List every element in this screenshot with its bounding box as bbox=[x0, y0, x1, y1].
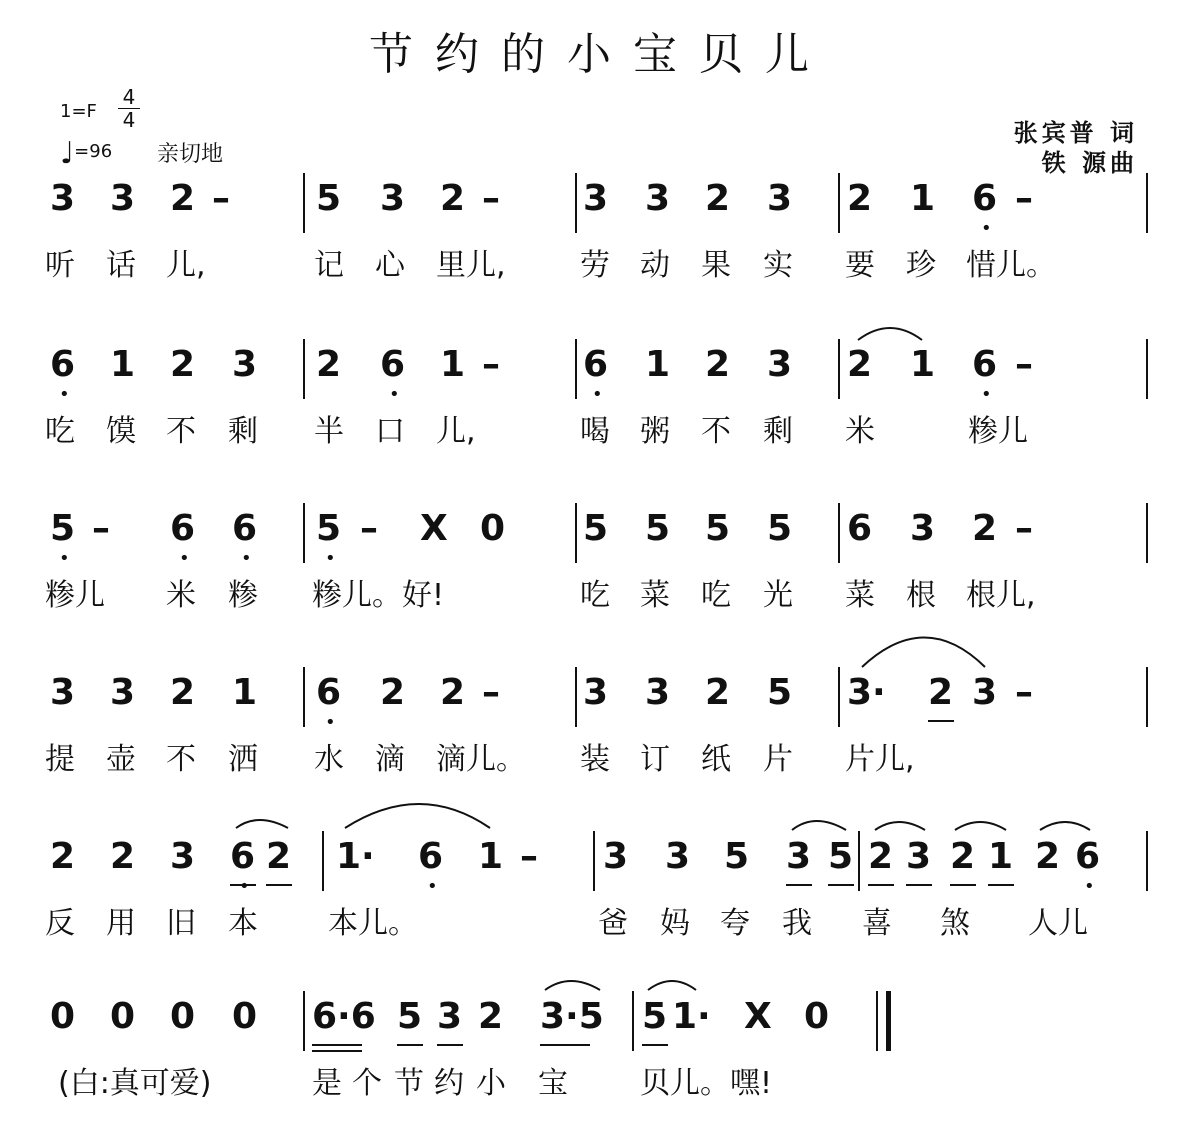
note: X bbox=[744, 996, 772, 1037]
note: – bbox=[212, 178, 230, 219]
barline bbox=[838, 503, 840, 563]
lyric-syllable: 夸 bbox=[720, 906, 750, 941]
note: 0 bbox=[480, 508, 506, 549]
lyric-syllable: 吃 bbox=[45, 414, 75, 449]
lyric-syllable: 里儿, bbox=[436, 248, 506, 283]
note: 0 bbox=[232, 996, 258, 1037]
eighth-underline bbox=[928, 720, 954, 722]
eighth-underline bbox=[397, 1044, 423, 1046]
note: 2 bbox=[1035, 836, 1061, 877]
note: 2 bbox=[440, 178, 466, 219]
note: 3 bbox=[50, 178, 76, 219]
slur bbox=[345, 804, 490, 828]
note: 1 bbox=[910, 178, 936, 219]
lyric-syllable: 旧 bbox=[166, 906, 196, 941]
lyric-syllable: 动 bbox=[640, 248, 670, 283]
note: 5 bbox=[642, 996, 668, 1037]
barline bbox=[1146, 339, 1148, 399]
note: 3 bbox=[583, 178, 609, 219]
note: 3 bbox=[603, 836, 629, 877]
note: 3 bbox=[50, 672, 76, 713]
barline bbox=[303, 991, 305, 1051]
lyrics-line bbox=[0, 734, 1200, 777]
note: 3 bbox=[910, 508, 936, 549]
lyric-syllable: 不 bbox=[166, 742, 196, 777]
eighth-underline bbox=[266, 884, 292, 886]
note: 3 bbox=[437, 996, 463, 1037]
note: 1 bbox=[910, 344, 936, 385]
note: 5 bbox=[50, 508, 76, 549]
note: 1 bbox=[232, 672, 258, 713]
lyric-syllable: 粥 bbox=[640, 414, 670, 449]
eighth-underline bbox=[950, 884, 976, 886]
time-signature-bottom: 4 bbox=[122, 108, 136, 132]
lyricist-credit: 张宾普 词 bbox=[1013, 119, 1138, 147]
note: – bbox=[482, 672, 500, 713]
low-octave-dot: • bbox=[241, 548, 252, 569]
low-octave-dot: • bbox=[325, 712, 336, 733]
notes-line bbox=[0, 168, 1200, 238]
note: 3 bbox=[110, 672, 136, 713]
tempo-marking bbox=[60, 136, 112, 171]
note: – bbox=[1015, 672, 1033, 713]
note: 3 bbox=[170, 836, 196, 877]
note: 5 bbox=[828, 836, 854, 877]
lyrics-line bbox=[0, 570, 1200, 613]
lyric-syllable: 果 bbox=[701, 248, 731, 283]
note: – bbox=[360, 508, 378, 549]
note: 0 bbox=[50, 996, 76, 1037]
note: 6 bbox=[50, 344, 76, 385]
low-octave-dot: • bbox=[239, 876, 250, 897]
note: 2 bbox=[380, 672, 406, 713]
lyric-syllable: 记 bbox=[314, 248, 344, 283]
note: 3 bbox=[665, 836, 691, 877]
note: 2 bbox=[847, 178, 873, 219]
key-signature: 1=F bbox=[60, 101, 97, 122]
barline bbox=[303, 667, 305, 727]
lyric-syllable: 水 bbox=[314, 742, 344, 777]
note: 0 bbox=[804, 996, 830, 1037]
low-octave-dot: • bbox=[981, 218, 992, 239]
barline bbox=[575, 667, 577, 727]
note: 5 bbox=[645, 508, 671, 549]
note: 6 bbox=[380, 344, 406, 385]
lyric-syllable: 口 bbox=[375, 414, 405, 449]
sixteenth-underline bbox=[312, 1050, 362, 1052]
lyric-syllable: 喝 bbox=[580, 414, 610, 449]
lyric-syllable: 是 bbox=[312, 1066, 342, 1101]
note: 6 bbox=[972, 344, 998, 385]
note: 1 bbox=[440, 344, 466, 385]
barline bbox=[575, 339, 577, 399]
low-octave-dot: • bbox=[592, 384, 603, 405]
lyric-syllable: 我 bbox=[782, 906, 812, 941]
low-octave-dot: • bbox=[325, 548, 336, 569]
barline bbox=[858, 831, 860, 891]
time-signature-top: 4 bbox=[118, 86, 140, 109]
lyric-syllable: 吃 bbox=[701, 578, 731, 613]
lyric-syllable: 菜 bbox=[640, 578, 670, 613]
note: 6 bbox=[847, 508, 873, 549]
lyrics-line bbox=[0, 240, 1200, 283]
note: 3 bbox=[767, 178, 793, 219]
lyric-syllable: 喜 bbox=[862, 906, 892, 941]
lyric-syllable: 根 bbox=[906, 578, 936, 613]
low-octave-dot: • bbox=[981, 384, 992, 405]
lyric-syllable: 人儿 bbox=[1028, 906, 1088, 941]
eighth-underline bbox=[312, 1044, 362, 1046]
note: 6 bbox=[583, 344, 609, 385]
barline bbox=[632, 991, 634, 1051]
note: – bbox=[482, 344, 500, 385]
lyric-syllable: 实 bbox=[763, 248, 793, 283]
note: 6 bbox=[972, 178, 998, 219]
note: 2 bbox=[478, 996, 504, 1037]
note: – bbox=[1015, 178, 1033, 219]
note: 6·6 bbox=[312, 996, 376, 1037]
note: 1 bbox=[478, 836, 504, 877]
barline bbox=[1146, 173, 1148, 233]
lyric-syllable: 装 bbox=[580, 742, 610, 777]
barline bbox=[575, 503, 577, 563]
note: 6 bbox=[1075, 836, 1101, 877]
lyric-syllable: 滴儿。 bbox=[436, 742, 526, 777]
note: – bbox=[482, 178, 500, 219]
lyric-syllable: 纸 bbox=[701, 742, 731, 777]
lyric-syllable: 片 bbox=[763, 742, 793, 777]
note: 0 bbox=[170, 996, 196, 1037]
lyric-syllable: 馍 bbox=[106, 414, 136, 449]
note: 2 bbox=[316, 344, 342, 385]
eighth-underline bbox=[828, 884, 854, 886]
lyrics-line bbox=[0, 898, 1200, 941]
lyric-syllable: 订 bbox=[640, 742, 670, 777]
note: 3 bbox=[380, 178, 406, 219]
note: 1 bbox=[988, 836, 1014, 877]
note: 2 bbox=[972, 508, 998, 549]
note: – bbox=[520, 836, 538, 877]
expression-marking: 亲切地 bbox=[157, 142, 224, 167]
note: 1· bbox=[336, 836, 375, 877]
note: 6 bbox=[418, 836, 444, 877]
lyric-syllable: 妈 bbox=[660, 906, 690, 941]
note: 2 bbox=[705, 344, 731, 385]
quarter-note-icon: ♩ bbox=[60, 136, 75, 171]
notes-line bbox=[0, 662, 1200, 732]
eighth-underline bbox=[906, 884, 932, 886]
lyric-syllable: 节 bbox=[394, 1066, 424, 1101]
eighth-underline bbox=[988, 884, 1014, 886]
note: 1· bbox=[672, 996, 711, 1037]
notes-line bbox=[0, 986, 1200, 1056]
lyric-syllable: 片儿, bbox=[845, 742, 915, 777]
lyric-syllable: 用 bbox=[106, 906, 136, 941]
lyric-syllable: 儿, bbox=[166, 248, 206, 283]
note: 2 bbox=[705, 178, 731, 219]
lyric-syllable: 不 bbox=[166, 414, 196, 449]
lyric-syllable: 菜 bbox=[845, 578, 875, 613]
note: 3 bbox=[972, 672, 998, 713]
note: 2 bbox=[928, 672, 954, 713]
note: 5 bbox=[767, 672, 793, 713]
barline bbox=[303, 339, 305, 399]
lyric-syllable: 根儿, bbox=[966, 578, 1036, 613]
low-octave-dot: • bbox=[59, 548, 70, 569]
barline bbox=[322, 831, 324, 891]
barline bbox=[593, 831, 595, 891]
lyric-syllable: 心 bbox=[375, 248, 405, 283]
note: 5 bbox=[724, 836, 750, 877]
note: 5 bbox=[767, 508, 793, 549]
lyric-syllable: 米 bbox=[845, 414, 875, 449]
lyric-syllable: 不 bbox=[701, 414, 731, 449]
eighth-underline bbox=[437, 1044, 463, 1046]
lyric-syllable: 壶 bbox=[106, 742, 136, 777]
lyric-syllable: 本 bbox=[228, 906, 258, 941]
eighth-underline bbox=[230, 884, 256, 886]
eighth-underline bbox=[540, 1044, 590, 1046]
lyric-syllable: 贝儿。嘿! bbox=[640, 1066, 773, 1101]
lyric-syllable: 反 bbox=[45, 906, 75, 941]
lyric-syllable: 半 bbox=[314, 414, 344, 449]
lyric-syllable: 本儿。 bbox=[328, 906, 418, 941]
low-octave-dot: • bbox=[1084, 876, 1095, 897]
note: 3· bbox=[847, 672, 886, 713]
eighth-underline bbox=[786, 884, 812, 886]
note: 3 bbox=[906, 836, 932, 877]
lyric-syllable: 糁儿 bbox=[45, 578, 105, 613]
low-octave-dot: • bbox=[59, 384, 70, 405]
note: – bbox=[1015, 344, 1033, 385]
note: 2 bbox=[170, 344, 196, 385]
eighth-underline bbox=[642, 1044, 668, 1046]
lyric-syllable: 米 bbox=[166, 578, 196, 613]
note: – bbox=[92, 508, 110, 549]
notes-line bbox=[0, 826, 1200, 896]
note: X bbox=[420, 508, 448, 549]
lyric-syllable: 爸 bbox=[598, 906, 628, 941]
lyric-syllable: 光 bbox=[763, 578, 793, 613]
barline bbox=[838, 173, 840, 233]
lyric-syllable: 糁儿 bbox=[968, 414, 1028, 449]
note: 2 bbox=[266, 836, 292, 877]
note: 3 bbox=[583, 672, 609, 713]
barline bbox=[1146, 831, 1148, 891]
barline bbox=[303, 503, 305, 563]
lyric-syllable: 煞 bbox=[940, 906, 970, 941]
eighth-underline bbox=[868, 884, 894, 886]
note: 0 bbox=[110, 996, 136, 1037]
notes-line bbox=[0, 498, 1200, 568]
note: 2 bbox=[170, 672, 196, 713]
note: 3 bbox=[645, 178, 671, 219]
barline bbox=[303, 173, 305, 233]
lyric-syllable: 宝 bbox=[538, 1066, 568, 1101]
final-barline-thick bbox=[886, 991, 891, 1051]
note: 2 bbox=[868, 836, 894, 877]
lyric-syllable: 剩 bbox=[228, 414, 258, 449]
note: 2 bbox=[170, 178, 196, 219]
lyric-syllable: 听 bbox=[45, 248, 75, 283]
note: 3 bbox=[645, 672, 671, 713]
low-octave-dot: • bbox=[427, 876, 438, 897]
low-octave-dot: • bbox=[179, 548, 190, 569]
composer-credit: 铁 源曲 bbox=[1041, 149, 1138, 177]
lyric-syllable: 糁儿。好! bbox=[312, 578, 445, 613]
lyric-syllable: 儿, bbox=[436, 414, 476, 449]
note: 2 bbox=[440, 672, 466, 713]
note: 6 bbox=[232, 508, 258, 549]
note: 2 bbox=[847, 344, 873, 385]
note: 3 bbox=[110, 178, 136, 219]
note: 1 bbox=[645, 344, 671, 385]
note: 3·5 bbox=[540, 996, 604, 1037]
lyric-syllable: 剩 bbox=[763, 414, 793, 449]
song-title: 节约的小宝贝儿 bbox=[369, 29, 831, 80]
lyric-syllable: 劳 bbox=[580, 248, 610, 283]
lyric-syllable: 小 bbox=[476, 1066, 506, 1101]
note: 6 bbox=[230, 836, 256, 877]
barline bbox=[838, 667, 840, 727]
barline bbox=[575, 173, 577, 233]
lyric-syllable: 约 bbox=[434, 1066, 464, 1101]
note: 1 bbox=[110, 344, 136, 385]
lyric-syllable: 惜儿。 bbox=[966, 248, 1056, 283]
notes-line bbox=[0, 334, 1200, 404]
note: 3 bbox=[786, 836, 812, 877]
barline bbox=[838, 339, 840, 399]
note: 5 bbox=[705, 508, 731, 549]
lyric-syllable: 珍 bbox=[906, 248, 936, 283]
lyric-syllable: 个 bbox=[352, 1066, 382, 1101]
note: 5 bbox=[316, 508, 342, 549]
low-octave-dot: • bbox=[389, 384, 400, 405]
final-barline bbox=[876, 991, 878, 1051]
note: 2 bbox=[705, 672, 731, 713]
note: 3 bbox=[232, 344, 258, 385]
barline bbox=[1146, 667, 1148, 727]
lyric-syllable: 洒 bbox=[228, 742, 258, 777]
note: 3 bbox=[767, 344, 793, 385]
note: 5 bbox=[316, 178, 342, 219]
lyrics-line bbox=[0, 1058, 1200, 1101]
tempo-value: =96 bbox=[74, 141, 113, 162]
note: 2 bbox=[950, 836, 976, 877]
lyric-syllable: 话 bbox=[106, 248, 136, 283]
lyrics-line bbox=[0, 406, 1200, 449]
note: 2 bbox=[110, 836, 136, 877]
time-signature bbox=[118, 86, 140, 131]
note: 5 bbox=[397, 996, 423, 1037]
lyric-syllable: 滴 bbox=[375, 742, 405, 777]
lyric-syllable: 糁 bbox=[228, 578, 258, 613]
note: – bbox=[1015, 508, 1033, 549]
lyric-syllable: (白:真可爱) bbox=[58, 1066, 212, 1101]
lyric-syllable: 要 bbox=[845, 248, 875, 283]
note: 6 bbox=[170, 508, 196, 549]
note: 6 bbox=[316, 672, 342, 713]
note: 2 bbox=[50, 836, 76, 877]
note: 5 bbox=[583, 508, 609, 549]
lyric-syllable: 提 bbox=[45, 742, 75, 777]
lyric-syllable: 吃 bbox=[580, 578, 610, 613]
barline bbox=[1146, 503, 1148, 563]
